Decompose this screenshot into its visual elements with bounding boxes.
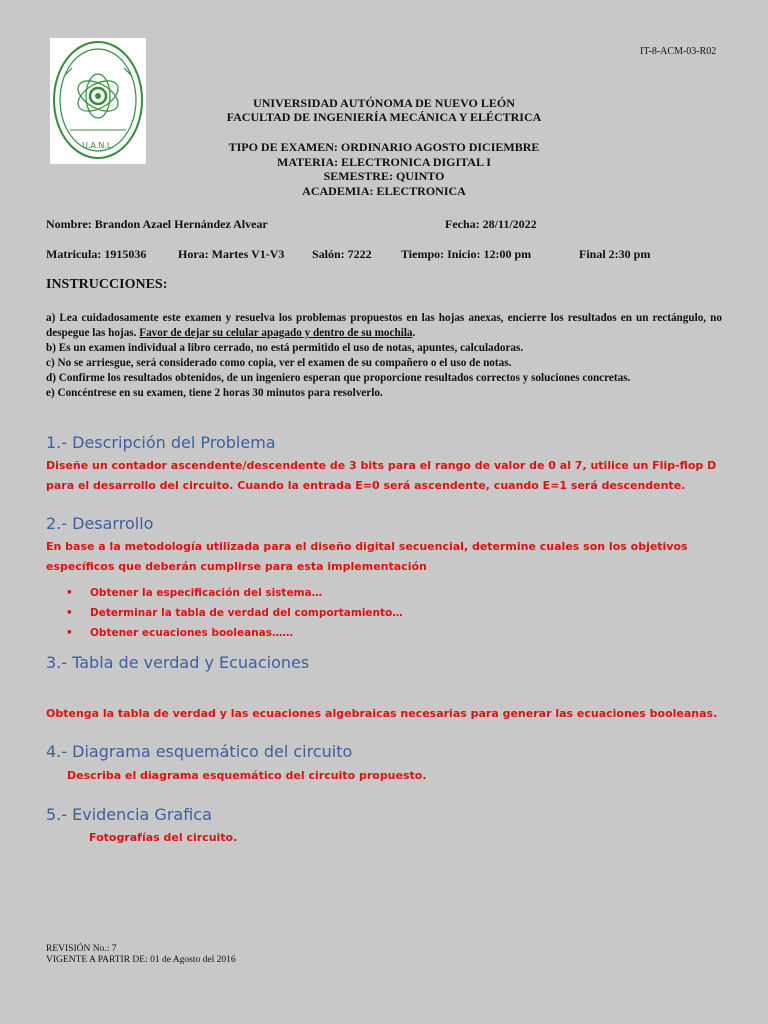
section-4-body: Describa el diagrama esquemático del circuito propuesto. [67, 769, 427, 782]
section-2-bullets [66, 583, 403, 643]
section-4-title: 4.- Diagrama esquemático del circuito [46, 742, 353, 761]
subject: MATERIA: ELECTRONICA DIGITAL I [277, 155, 491, 169]
exam-time: Hora: Martes V1-V3 [178, 247, 285, 261]
list-item: • Obtener la especificación del sistema… [66, 587, 323, 599]
revision-number: REVISIÓN No.: 7 [46, 944, 117, 954]
section-3-body: Obtenga la tabla de verdad y las ecuaciones algebraicas necesarias para generar las ecuaciones booleanas. [46, 707, 718, 720]
start-time: Tiempo: Inicio: 12:00 pm [401, 247, 532, 261]
list-item: • Determinar la tabla de verdad del comportamiento… [66, 607, 403, 619]
matricula: Matricula: 1915036 [46, 247, 147, 261]
faculty-name: FACULTAD DE INGENIERÍA MECÁNICA Y ELÉCTRICA [226, 110, 542, 124]
student-name: Nombre: Brandon Azael Hernández Alvear [46, 217, 268, 231]
end-time: Final 2:30 pm [579, 247, 651, 261]
section-2-body: En base a la metodología utilizada para el diseño digital secuencial, determine cuales son los objetivos específicos que deberán cumplirse para esta implementación [46, 540, 688, 573]
effective-date: VIGENTE A PARTIR DE: 01 de Agosto del 2016 [46, 955, 236, 965]
academy: ACADEMIA: ELECTRONICA [302, 184, 466, 198]
logo-bottom-text: U.A.N.L. [82, 141, 114, 150]
instruction-d: d) Confirme los resultados obtenidos, de un ingeniero esperan que proporcione resultados correctos y soluciones concretas. [46, 372, 631, 384]
instruction-a: a) Lea cuidadosamente este examen y resuelva los problemas propuestos en las hojas anexas, encierre los resultados en un rectángulo, no despegue las hojas. Favor de dejar su celular apagado y dentro de su mochila. [46, 312, 722, 339]
document-code: IT-8-ACM-03-R02 [640, 46, 717, 57]
exam-type: TIPO DE EXAMEN: ORDINARIO AGOSTO DICIEMBRE [228, 140, 540, 154]
section-1-body: Diseñe un contador ascendente/descendente de 3 bits para el rango de valor de 0 al 7, utilice un Flip-flop D para el desarrollo del circuito. Cuando la entrada E=0 será ascendente, cuando E=1 será descendente. [46, 459, 717, 492]
semester: SEMESTRE: QUINTO [323, 169, 445, 183]
section-3-title: 3.- Tabla de verdad y Ecuaciones [46, 653, 310, 672]
list-item: • Obtener ecuaciones booleanas…… [66, 627, 294, 639]
section-5-title: 5.- Evidencia Grafica [46, 805, 212, 824]
instruction-c: c) No se arriesgue, será considerado como copia, ver el examen de su compañero o el uso de notas. [46, 357, 512, 369]
instruction-e: e) Concéntrese en su examen, tiene 2 horas 30 minutos para resolverlo. [46, 387, 383, 399]
instructions-list [46, 311, 722, 401]
section-5-body: Fotografías del circuito. [89, 831, 238, 844]
instruction-b: b) Es un examen individual a libro cerrado, no está permitido el uso de notas, apuntes, calculadoras. [46, 342, 524, 354]
exam-date: Fecha: 28/11/2022 [445, 217, 537, 231]
university-name: UNIVERSIDAD AUTÓNOMA DE NUEVO LEÓN [253, 96, 515, 110]
instruction-a-underlined: Favor de dejar su celular apagado y dentro de su mochila [139, 327, 413, 339]
classroom: Salón: 7222 [312, 247, 372, 261]
section-2-title: 2.- Desarrollo [46, 514, 154, 533]
section-1-title: 1.- Descripción del Problema [46, 433, 276, 452]
instructions-title: INSTRUCCIONES: [46, 277, 168, 292]
